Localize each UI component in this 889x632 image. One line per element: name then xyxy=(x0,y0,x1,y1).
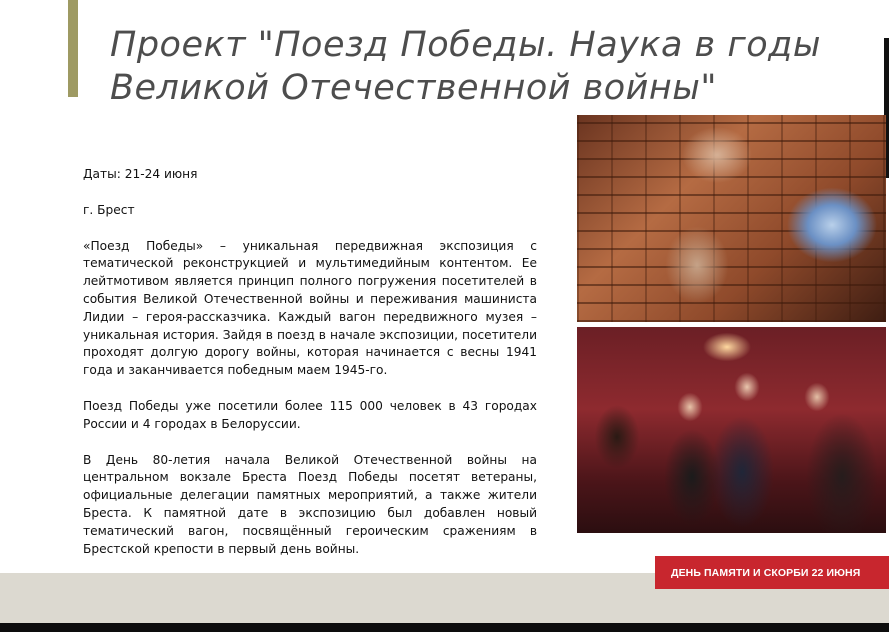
paragraph-anniversary: В День 80-летия начала Великой Отечественной войны на центральном вокзале Бреста Поезд Победы посетят ветераны, официальные делегации памятных мероприятий, а также жители Бреста. К памятной дате в экспозицию был добавлен новый тематический вагон, посвящённый героическим сражениям в Брестской крепости в первый день войны. xyxy=(83,452,537,556)
city-line: г. Брест xyxy=(83,202,135,217)
body-text xyxy=(83,166,537,558)
bottom-edge xyxy=(0,623,889,632)
veterans-in-train-photo xyxy=(577,327,886,533)
slide-title: Проект "Поезд Победы. Наука в годы Великой Отечественной войны" xyxy=(110,25,821,108)
exhibit-reconstruction-photo xyxy=(577,115,886,322)
paragraph-description: «Поезд Победы» – уникальная передвижная экспозиция с тематической реконструкцией и мультимедийным контентом. Ее лейтмотивом является принцип полного погружения посетителей в события Великой Отечественной войны и переживания машиниста Лидии – героя-рассказчика. Каждый вагон передвижного музея – уникальная история. Зайдя в поезд в начале экспозиции, посетители проходят долгую дорогу войны, которая начинается с весны 1941 года и заканчивается победным маем 1945-го. xyxy=(83,238,537,378)
paragraph-visitors: Поезд Победы уже посетили более 115 000 человек в 43 городах России и 4 городах в Белоруссии. xyxy=(83,398,537,431)
title-accent-bar xyxy=(68,0,78,97)
dates-line: Даты: 21-24 июня xyxy=(83,167,198,181)
memorial-day-badge: ДЕНЬ ПАМЯТИ И СКОРБИ 22 ИЮНЯ xyxy=(655,556,889,589)
